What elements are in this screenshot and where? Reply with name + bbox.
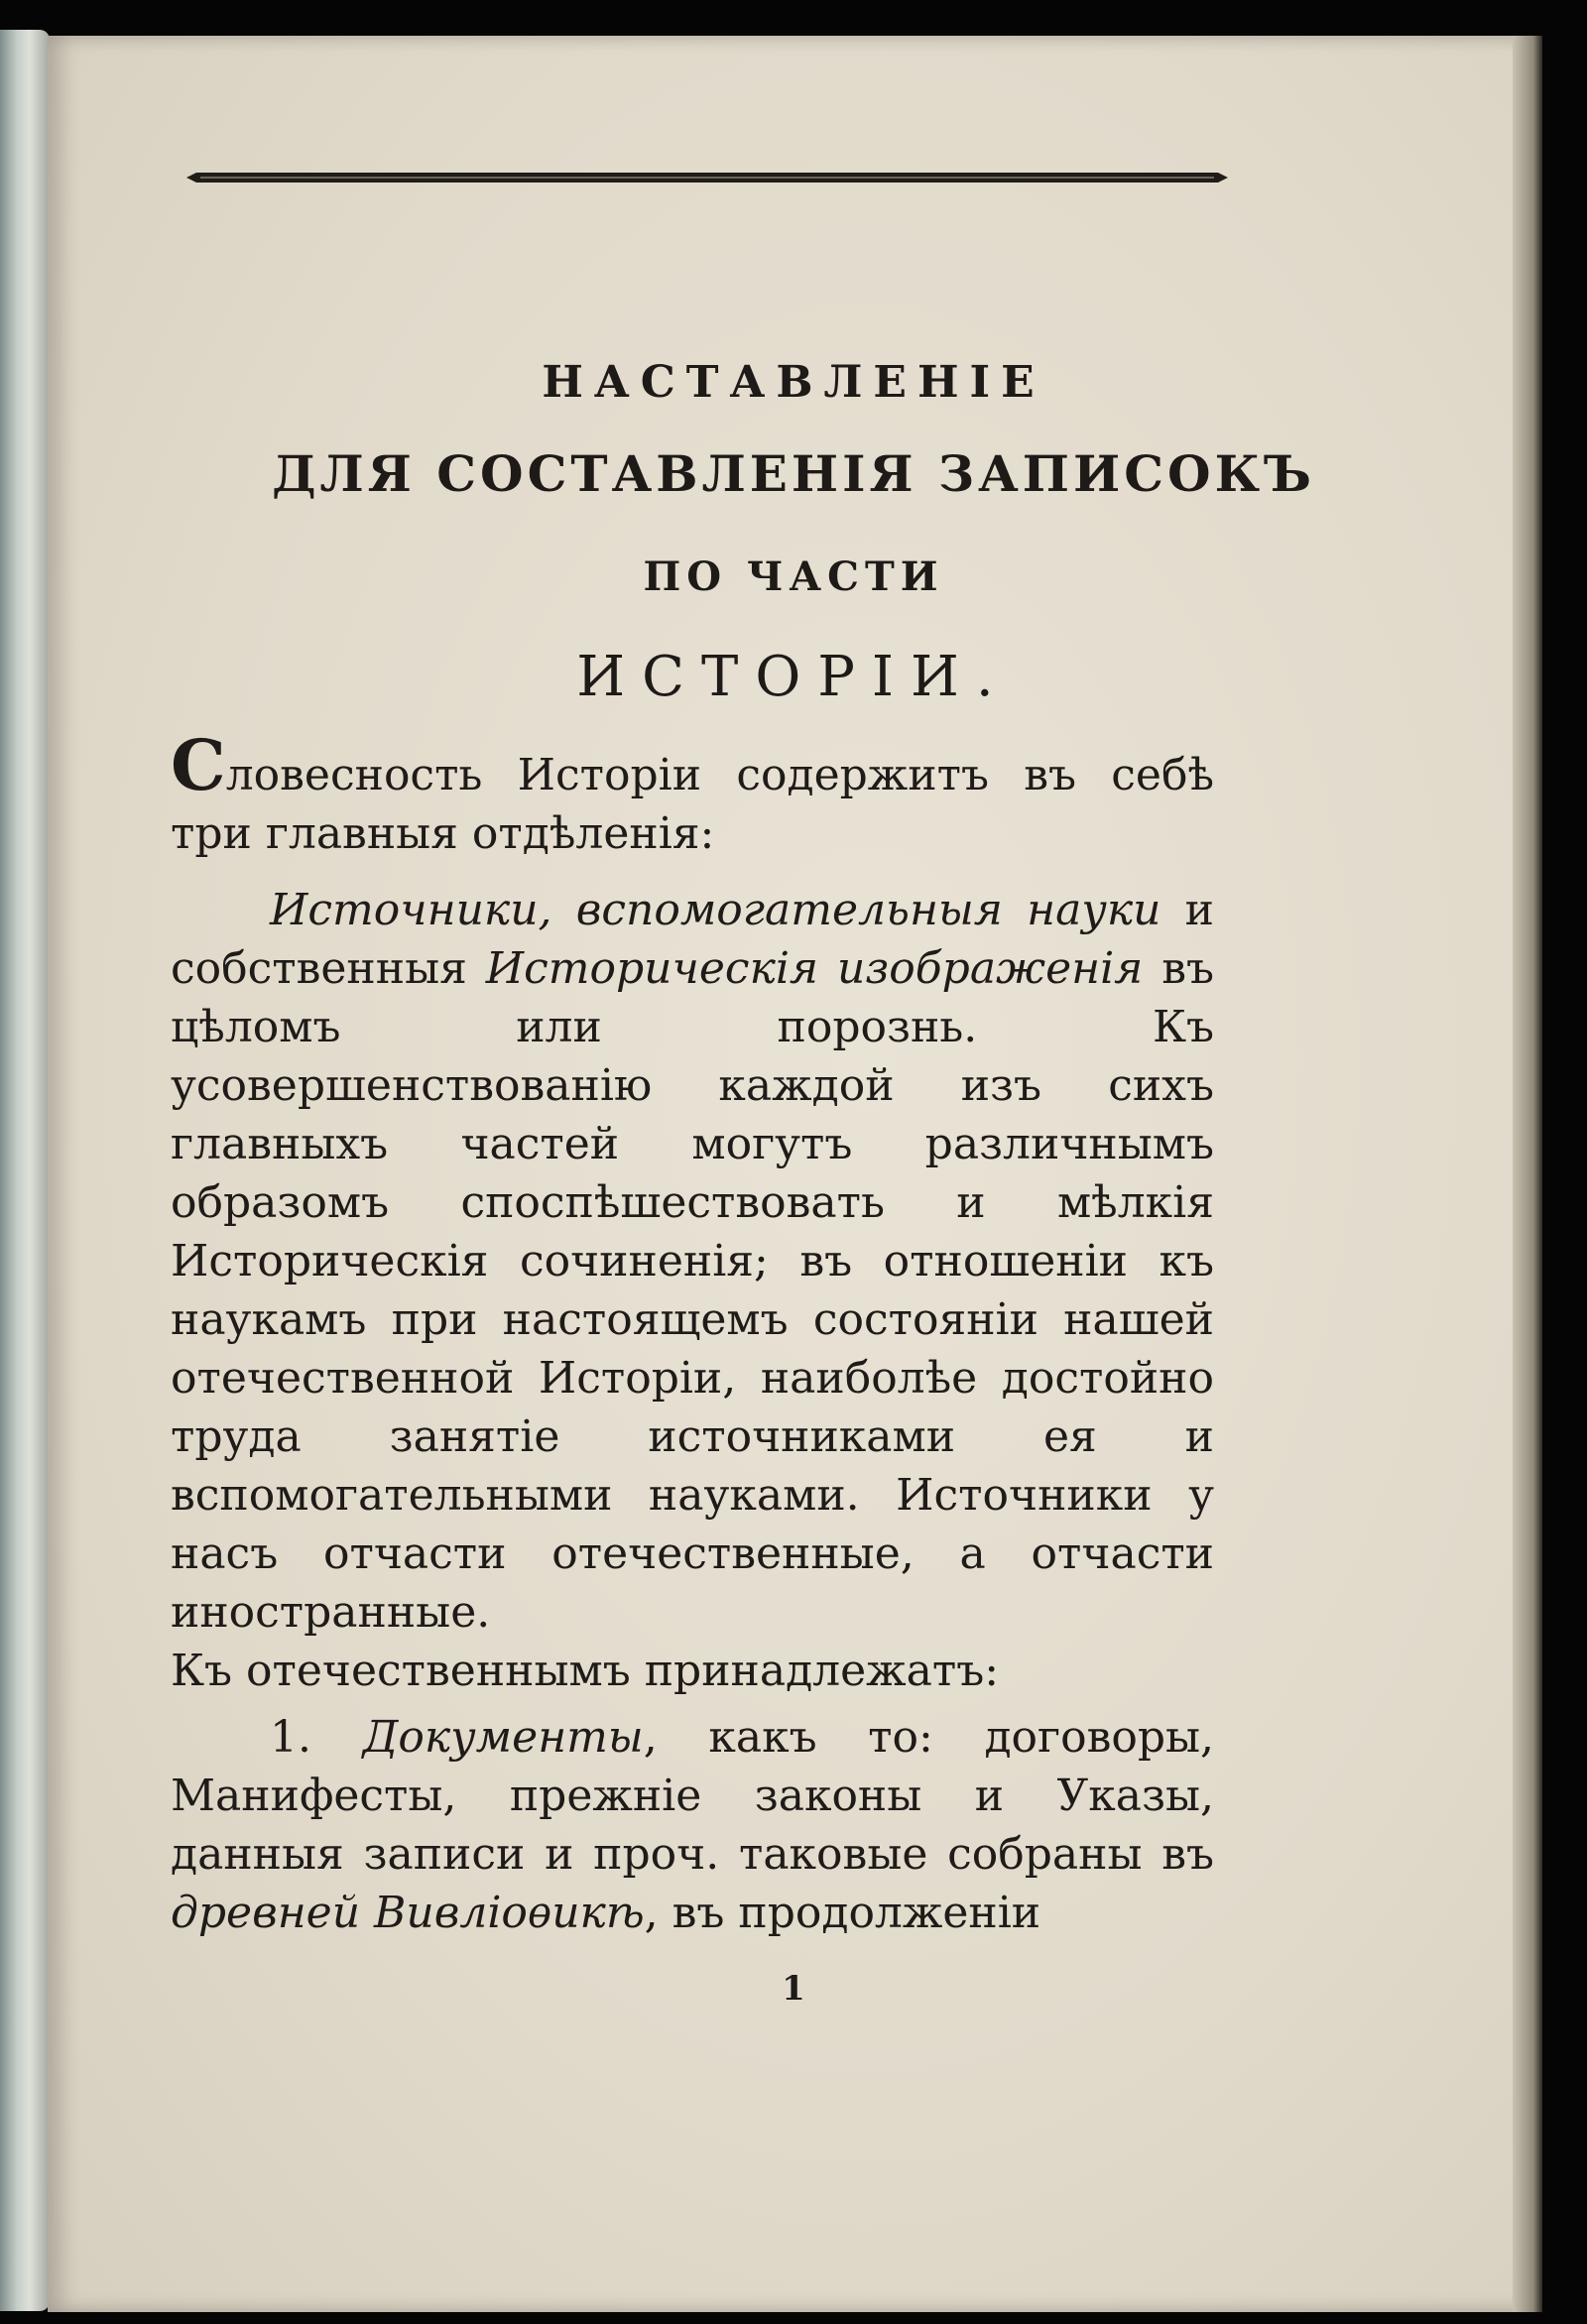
paragraph-4-text-a: , какъ то: договоры, Манифесты, прежніе законы и Указы, данныя записи и проч. таковые собраны въ: [171, 1712, 1214, 1880]
italic-term-historical-depictions: Историческія изображенія: [485, 943, 1144, 994]
list-number: 1.: [270, 1712, 311, 1763]
paragraph-1-text: ловесность Исторіи содержитъ въ себѣ три главныя отдѣленія:: [171, 750, 1214, 859]
title-line-2: ДЛЯ СОСТАВЛЕНІЯ ЗАПИСОКЪ: [272, 444, 1315, 503]
paragraph-3: Къ отечественнымъ принадлежатъ:: [171, 1646, 1000, 1696]
italic-term-sources: Источники,: [270, 885, 552, 935]
paragraph-4-text-b: , въ продолженіи: [644, 1888, 1041, 1938]
title-line-1: НАСТАВЛЕНІЕ: [542, 357, 1045, 408]
decorative-top-rule: [186, 169, 1228, 186]
italic-term-auxiliary-sciences: вспомогательныя науки: [575, 885, 1161, 935]
body-text: [171, 724, 1214, 1942]
title-line-3: ПО ЧАСТИ: [643, 553, 944, 600]
drop-cap: С: [171, 724, 226, 806]
title-line-4: ИСТОРІИ.: [576, 645, 1011, 709]
paragraph-2: [171, 881, 1214, 1642]
paragraph-2-text-a: [552, 885, 576, 935]
paragraph-4: [171, 1708, 1214, 1942]
signature-mark: 1: [782, 1969, 805, 2009]
paragraph-2-text-b: и собственныя: [171, 885, 1214, 994]
paragraph-1: [171, 724, 1214, 863]
paragraph-2-text-c: въ цѣломъ или порознь. Къ усовершенствованію каждой изъ сихъ главныхъ частей могутъ различнымъ образомъ споспѣшествовать и мѣлкія Историческія сочиненія; въ отношеніи къ наукамъ при настоящемъ состояніи нашей отечественной Исторіи, наиболѣе достойно труда занятіе источниками ея и вспомогательными науками. Источники у насъ отчасти отечественные, а отчасти иностранные.: [171, 943, 1214, 1638]
italic-term-documents: Документы: [362, 1712, 644, 1763]
italic-term-ancient-vivliofika: древней Вивліоѳикѣ: [171, 1888, 645, 1938]
